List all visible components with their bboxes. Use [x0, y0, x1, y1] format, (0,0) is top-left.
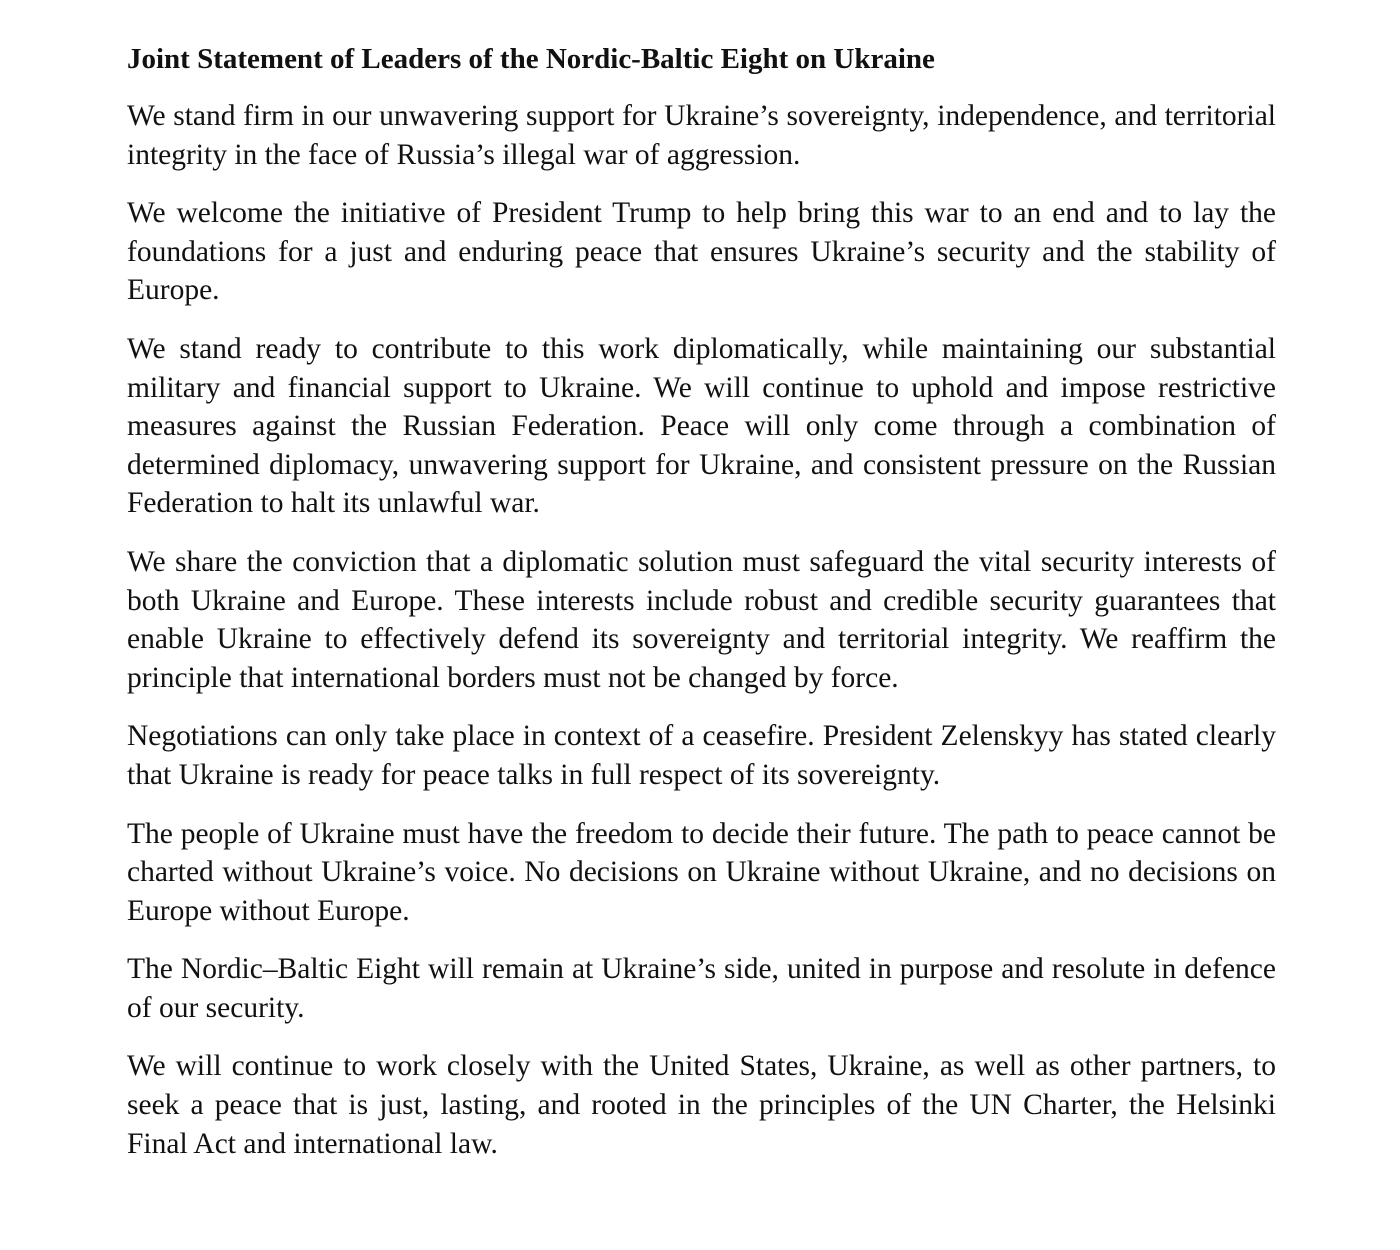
- paragraph-initiative: We welcome the initiative of President Trump to help bring this war to an end and to lay the foundations for a just and enduring peace that ensures Ukraine’s security and the stability of Europe.: [127, 197, 1276, 307]
- paragraph-conviction: We share the conviction that a diplomatic solution must safeguard the vital security interests of both Ukraine and Europe. These interests include robust and credible security guarantees that enable Ukraine to effectively defend its sovereignty and territorial integrity. We reaffirm the principle that international borders must not be changed by force.: [127, 545, 1276, 694]
- paragraph-support: We stand firm in our unwavering support for Ukraine’s sovereignty, independence, and territorial integrity in the face of Russia’s illegal war of aggression.: [127, 100, 1276, 171]
- paragraph-contribution: We stand ready to contribute to this work diplomatically, while maintaining our substantial military and financial support to Ukraine. We will continue to uphold and impose restrictive measures against the Russian Federation. Peace will only come through a combination of determined diplomacy, unwavering support for Ukraine, and consistent pressure on the Russian Federation to halt its unlawful war.: [127, 332, 1276, 520]
- statement-document: [127, 40, 1276, 1183]
- paragraph-negotiations: Negotiations can only take place in context of a ceasefire. President Zelenskyy has stated clearly that Ukraine is ready for peace talks in full respect of its sovereignty.: [127, 720, 1276, 791]
- paragraph-people: The people of Ukraine must have the freedom to decide their future. The path to peace cannot be charted without Ukraine’s voice. No decisions on Ukraine without Ukraine, and no decisions on Europe without Europe.: [127, 817, 1276, 927]
- paragraph-partners: We will continue to work closely with the United States, Ukraine, as well as other partners, to seek a peace that is just, lasting, and rooted in the principles of the UN Charter, the Helsinki Final Act and international law.: [127, 1050, 1276, 1160]
- paragraph-nb8: The Nordic–Baltic Eight will remain at Ukraine’s side, united in purpose and resolute in defence of our security.: [127, 953, 1276, 1024]
- document-title: Joint Statement of Leaders of the Nordic-Baltic Eight on Ukraine: [127, 43, 935, 75]
